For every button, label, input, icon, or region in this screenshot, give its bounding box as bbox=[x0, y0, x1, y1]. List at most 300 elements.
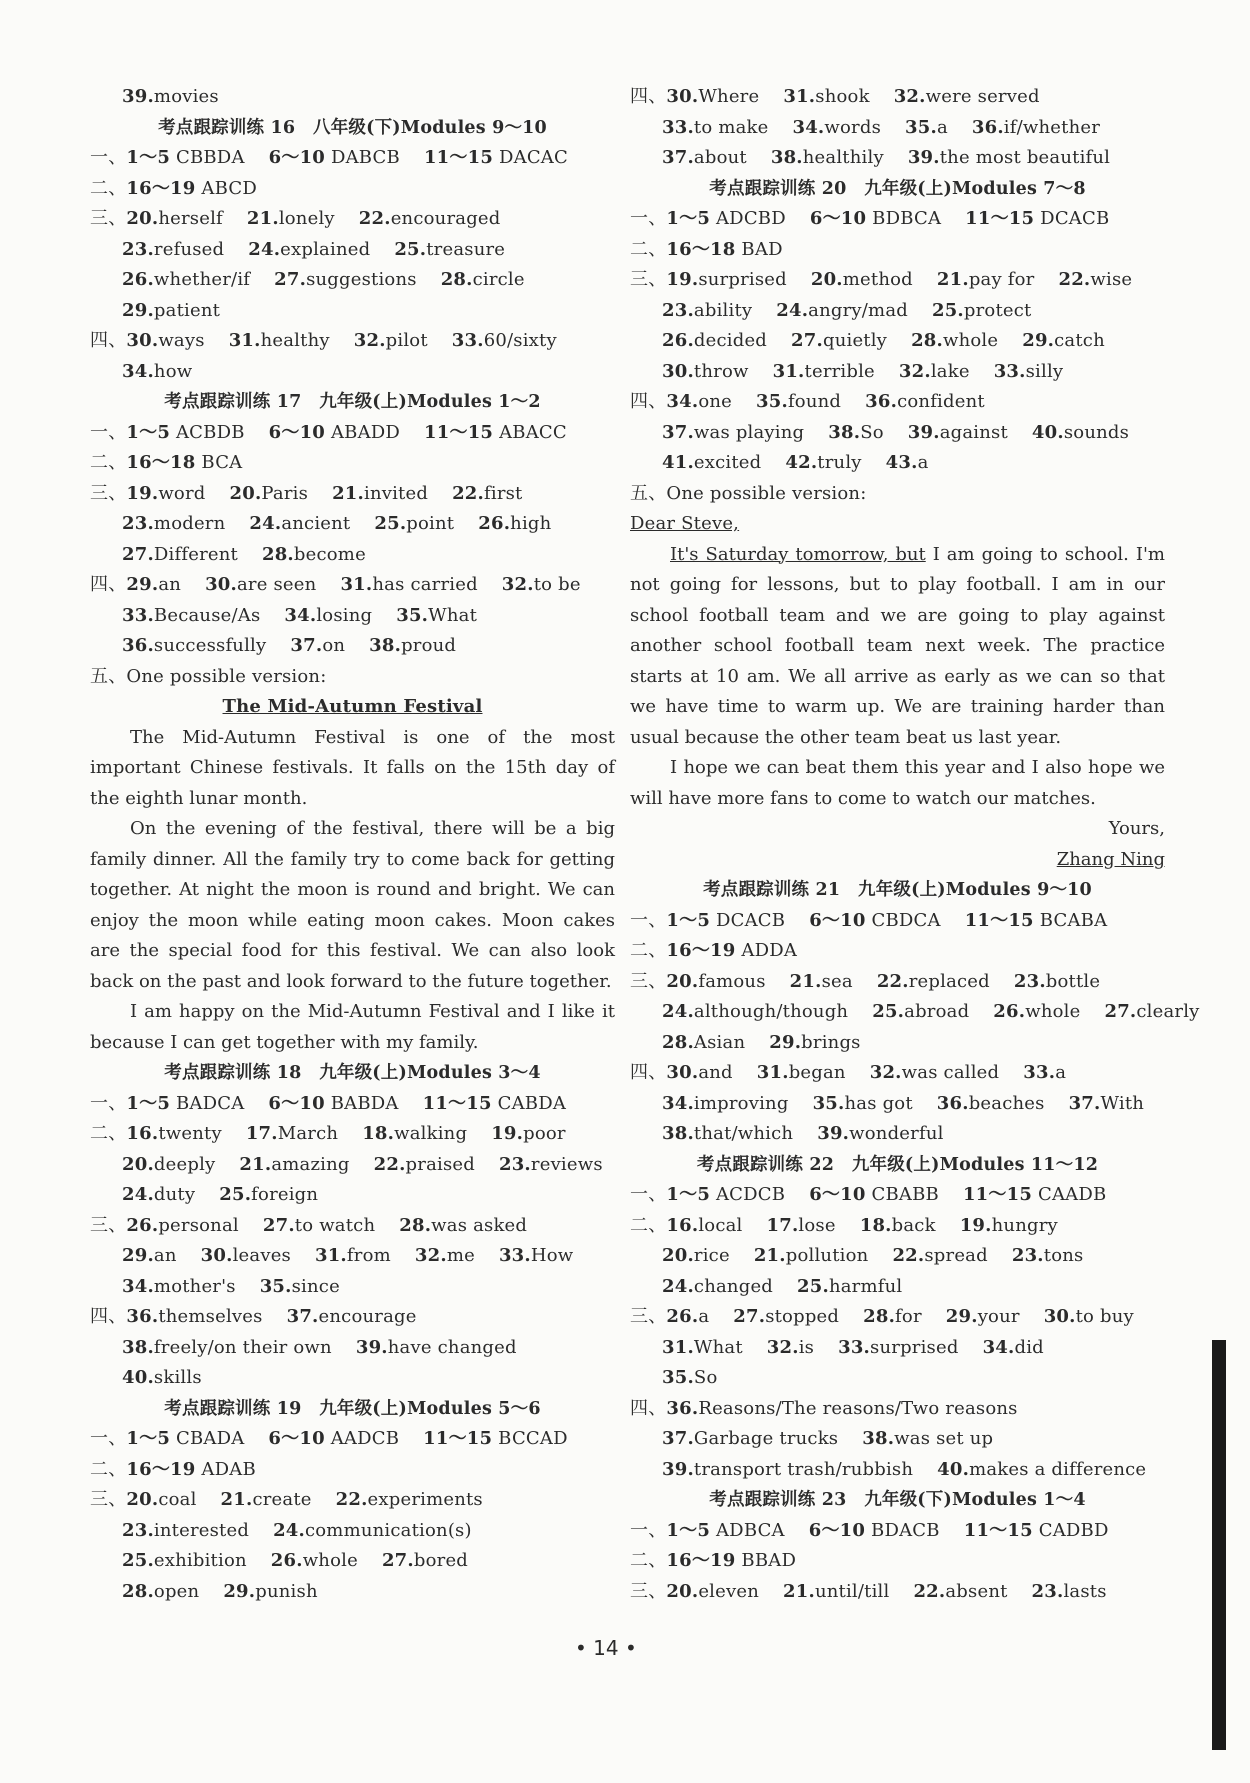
answer-item: 39.transport trash/rubbish bbox=[662, 1458, 914, 1480]
answer-line bbox=[630, 143, 1165, 174]
answer-item: 16～19 ABCD bbox=[126, 177, 258, 199]
answer-number: 29. bbox=[122, 1245, 154, 1266]
answer-line bbox=[630, 1211, 1165, 1242]
answer-item: 11～15 DACAC bbox=[423, 147, 568, 168]
answer-number: 31. bbox=[772, 360, 805, 382]
answer-number: 32. bbox=[869, 1062, 902, 1083]
answer-item: 19.surprised bbox=[666, 269, 787, 290]
answer-number: 34. bbox=[122, 1275, 154, 1297]
answer-item: 1～5 ACDCB bbox=[666, 1184, 786, 1205]
part-label: 二、 bbox=[90, 1123, 127, 1144]
answer-line bbox=[90, 1089, 615, 1120]
answer-number: 22. bbox=[373, 1153, 406, 1175]
answer-number: 37. bbox=[286, 1306, 319, 1327]
answer-number: 16～19 bbox=[126, 1458, 196, 1480]
answer-item: 25.treasure bbox=[394, 238, 506, 260]
answer-item: 21.sea bbox=[789, 970, 853, 992]
answer-item: 21.amazing bbox=[239, 1153, 350, 1175]
answer-number: 39. bbox=[662, 1458, 694, 1480]
answer-number: 28. bbox=[261, 543, 294, 565]
answer-number: 23. bbox=[498, 1153, 531, 1175]
answer-item: 28.Asian bbox=[662, 1031, 746, 1053]
section-heading: 考点跟踪训练 19 九年级(上)Modules 5～6 bbox=[164, 1398, 541, 1419]
answer-number: 36. bbox=[936, 1092, 969, 1114]
answer-number: 21. bbox=[783, 1580, 815, 1602]
section-heading: 考点跟踪训练 17 九年级(上)Modules 1～2 bbox=[164, 392, 541, 412]
answer-item: 20.herself bbox=[126, 208, 223, 229]
answer-item: 30.are seen bbox=[205, 574, 317, 595]
answer-item: 1～5 CBBDA bbox=[126, 147, 245, 168]
answer-line bbox=[630, 997, 1200, 1028]
answer-item: 6～10 DABCB bbox=[268, 147, 400, 168]
answer-number: 38. bbox=[369, 635, 402, 656]
answer-item: 21.create bbox=[220, 1489, 312, 1510]
part-label: 二、 bbox=[90, 177, 127, 199]
answer-number: 16～19 bbox=[126, 177, 196, 199]
answer-line bbox=[630, 418, 1165, 449]
part-label: 一、 bbox=[90, 421, 127, 443]
answer-number: 25. bbox=[374, 513, 407, 534]
answer-line bbox=[90, 1577, 615, 1608]
answer-item: 25.abroad bbox=[872, 1001, 970, 1022]
answer-item: 16～18 BAD bbox=[666, 238, 783, 260]
answer-number: 16. bbox=[126, 1123, 159, 1144]
answer-item: 24.although/though bbox=[662, 1001, 849, 1022]
answer-item: 18.walking bbox=[362, 1123, 468, 1144]
answer-number: 20. bbox=[229, 482, 262, 504]
answer-item: 22.absent bbox=[913, 1580, 1008, 1602]
answer-number: 33. bbox=[993, 360, 1026, 382]
answer-item: 23.interested bbox=[122, 1519, 250, 1541]
answer-item: 30.to buy bbox=[1043, 1306, 1134, 1327]
answer-number: 27. bbox=[122, 543, 154, 565]
part-label: 二、 bbox=[90, 1458, 127, 1480]
part-label: 一、 bbox=[90, 147, 127, 168]
answer-item: 22.wise bbox=[1058, 269, 1133, 290]
answer-number: 21. bbox=[789, 970, 822, 992]
part-label: 一、 bbox=[630, 208, 667, 229]
section-heading: 考点跟踪训练 23 九年级(下)Modules 1～4 bbox=[709, 1490, 1086, 1510]
answer-number: 32. bbox=[898, 360, 931, 382]
answer-item: 35.has got bbox=[812, 1092, 913, 1114]
answer-line bbox=[630, 936, 1165, 967]
answer-number: 26. bbox=[122, 269, 154, 290]
answer-number: 24. bbox=[662, 1001, 694, 1022]
answer-line bbox=[630, 906, 1165, 937]
answer-item: 34.one bbox=[666, 391, 733, 412]
answer-item: 1～5 CBADA bbox=[126, 1428, 245, 1449]
answer-number: 37. bbox=[662, 1428, 694, 1449]
answer-number: 19. bbox=[959, 1214, 992, 1236]
answer-number: 34. bbox=[982, 1336, 1015, 1358]
answer-number: 6～10 bbox=[268, 1428, 325, 1449]
answer-item: 29.brings bbox=[769, 1031, 861, 1053]
answer-item: 21.pollution bbox=[753, 1245, 869, 1266]
part-label: 二、 bbox=[630, 940, 667, 961]
answer-number: 33. bbox=[122, 604, 154, 626]
answer-line bbox=[630, 1058, 1165, 1089]
answer-number: 20. bbox=[810, 269, 843, 290]
answer-item: 19.poor bbox=[491, 1123, 566, 1144]
letter-salutation bbox=[630, 509, 1165, 540]
answer-number: 33. bbox=[451, 330, 484, 351]
answer-item: 36.beaches bbox=[936, 1092, 1045, 1114]
answer-line bbox=[90, 143, 615, 174]
answer-number: 20. bbox=[126, 208, 159, 229]
answer-item: 31.from bbox=[314, 1245, 391, 1266]
part-label: 二、 bbox=[90, 452, 127, 473]
answer-line bbox=[630, 1028, 1165, 1059]
answer-line bbox=[630, 1516, 1165, 1547]
answer-number: 23. bbox=[662, 299, 694, 321]
answer-number: 19. bbox=[126, 482, 159, 504]
answer-number: 1～5 bbox=[666, 1519, 711, 1541]
answer-item: 33.to make bbox=[662, 116, 769, 138]
answer-line bbox=[90, 662, 615, 693]
answer-line bbox=[90, 1546, 615, 1577]
answer-number: 27. bbox=[733, 1306, 766, 1327]
section-heading: 考点跟踪训练 18 九年级(上)Modules 3～4 bbox=[164, 1063, 541, 1083]
answer-item: 31.has carried bbox=[340, 574, 478, 595]
part-label: 三、 bbox=[630, 970, 667, 992]
answer-number: 23. bbox=[1013, 970, 1046, 992]
answer-item: 29.an bbox=[122, 1245, 177, 1266]
answer-item: 21.lonely bbox=[246, 208, 335, 229]
answer-number: 35. bbox=[905, 116, 937, 138]
answer-number: 28. bbox=[863, 1306, 896, 1327]
answer-number: 17. bbox=[766, 1214, 799, 1236]
answer-line bbox=[630, 448, 1165, 479]
answer-line bbox=[90, 235, 615, 266]
answer-item: 38.was set up bbox=[862, 1428, 994, 1449]
answer-item: 6～10 BABDA bbox=[268, 1092, 399, 1114]
section-heading: 考点跟踪训练 21 九年级(上)Modules 9～10 bbox=[703, 880, 1092, 900]
part-label: 二、 bbox=[630, 238, 667, 260]
part-label: 三、 bbox=[630, 1580, 667, 1602]
answer-item: 26.whether/if bbox=[122, 269, 251, 290]
answer-item: 37.With bbox=[1068, 1092, 1145, 1114]
answer-item: 28.was asked bbox=[399, 1214, 528, 1236]
answer-number: 34. bbox=[122, 360, 154, 382]
answer-line bbox=[630, 326, 1165, 357]
answer-number: 27. bbox=[381, 1550, 414, 1571]
answer-number: 43. bbox=[885, 452, 918, 473]
answer-item: 26.whole bbox=[993, 1001, 1081, 1022]
answer-item: 31.healthy bbox=[228, 330, 330, 351]
answer-number: 18. bbox=[362, 1123, 395, 1144]
answer-number: 26. bbox=[478, 513, 511, 534]
part-label: 四、 bbox=[630, 1397, 667, 1419]
answer-line bbox=[630, 1577, 1165, 1608]
answer-item: 6～10 CBABB bbox=[809, 1184, 939, 1205]
answer-number: 38. bbox=[662, 1123, 694, 1144]
answer-number: 26. bbox=[126, 1214, 159, 1236]
answer-item: 25.harmful bbox=[797, 1275, 903, 1297]
answer-item: 37.Garbage trucks bbox=[662, 1428, 839, 1449]
answer-item: 11～15 ABACC bbox=[424, 421, 567, 443]
answer-item: 29.an bbox=[126, 574, 182, 595]
answer-item: 39.wonderful bbox=[817, 1123, 944, 1144]
answer-item: 31.shook bbox=[783, 86, 870, 107]
answer-item: 6～10 ABADD bbox=[268, 421, 401, 443]
answer-number: 37. bbox=[662, 147, 694, 168]
essay-paragraph bbox=[90, 814, 615, 997]
answer-line bbox=[630, 1089, 1165, 1120]
answer-line bbox=[630, 1302, 1165, 1333]
answer-item: 6～10 BDBCA bbox=[809, 208, 942, 229]
answer-item: 11～15 BCCAD bbox=[423, 1428, 568, 1449]
answer-line bbox=[630, 1333, 1165, 1364]
answer-number: 19. bbox=[491, 1123, 524, 1144]
answer-item: 40.sounds bbox=[1031, 421, 1130, 443]
answer-item: 32.me bbox=[414, 1245, 475, 1266]
answer-number: 32. bbox=[766, 1336, 799, 1358]
answer-number: 11～15 bbox=[963, 1519, 1033, 1541]
answer-number: 11～15 bbox=[423, 147, 494, 168]
answer-item: 24.ancient bbox=[249, 513, 351, 534]
answer-number: 20. bbox=[666, 970, 699, 992]
answer-item: 28.whole bbox=[911, 330, 999, 351]
answer-item: 37.on bbox=[290, 635, 346, 656]
answer-item: 39.against bbox=[907, 421, 1008, 443]
answer-number: 33. bbox=[498, 1245, 531, 1266]
answer-number: 32. bbox=[353, 330, 386, 351]
signoff-text: Yours, bbox=[1108, 818, 1165, 839]
part-label: 五、 bbox=[90, 665, 127, 687]
answer-line bbox=[90, 1363, 615, 1394]
answer-item: 34.how bbox=[122, 360, 193, 382]
answer-line bbox=[630, 296, 1165, 327]
answer-item: 21.until/till bbox=[783, 1580, 890, 1602]
answer-number: 36. bbox=[865, 391, 898, 412]
answer-item: 6～10 CBDCA bbox=[809, 909, 941, 931]
answer-line bbox=[90, 509, 615, 540]
answer-number: 25. bbox=[797, 1275, 829, 1297]
answer-line bbox=[630, 357, 1165, 388]
answer-number: 30. bbox=[666, 1062, 699, 1083]
answer-item: 11～15 CADBD bbox=[963, 1519, 1109, 1541]
answer-number: 35. bbox=[259, 1275, 292, 1297]
answer-item: 35.What bbox=[396, 604, 478, 626]
answer-number: 28. bbox=[911, 330, 943, 351]
answer-number: 31. bbox=[340, 574, 373, 595]
answer-item: 11～15 CABDA bbox=[422, 1092, 567, 1114]
answer-item: 17.March bbox=[245, 1123, 339, 1144]
answer-number: 23. bbox=[122, 1519, 154, 1541]
answer-item: 40.makes a difference bbox=[937, 1458, 1147, 1480]
answer-line bbox=[90, 296, 615, 327]
answer-number: 11～15 bbox=[422, 1092, 492, 1114]
answer-item: 20.Paris bbox=[229, 482, 309, 504]
answer-item: 20.coal bbox=[126, 1489, 197, 1510]
answer-number: 6～10 bbox=[809, 208, 867, 229]
answer-item: 1～5 DCACB bbox=[666, 909, 786, 931]
part-label: 一、 bbox=[630, 1519, 667, 1541]
answer-item: 16.local bbox=[666, 1214, 743, 1236]
salutation-text: Dear Steve, bbox=[630, 513, 740, 534]
answer-number: 1～5 bbox=[666, 1184, 711, 1205]
answer-item: 23.lasts bbox=[1031, 1580, 1107, 1602]
answer-item: 38.freely/on their own bbox=[122, 1336, 332, 1358]
answer-item: 16.twenty bbox=[126, 1123, 222, 1144]
answer-item: 1～5 ADCBD bbox=[666, 208, 786, 229]
part-label: 四、 bbox=[90, 330, 127, 351]
answer-line bbox=[90, 418, 615, 449]
answer-item: 24.duty bbox=[122, 1184, 196, 1205]
letter-signoff bbox=[630, 845, 1165, 876]
answer-item: 35.a bbox=[905, 116, 948, 138]
answer-line bbox=[90, 540, 615, 571]
answer-item: 29.punish bbox=[223, 1580, 318, 1602]
answer-number: 34. bbox=[662, 1092, 694, 1114]
answer-item: 36.confident bbox=[865, 391, 985, 412]
part-label: 三、 bbox=[630, 269, 667, 290]
answer-number: 34. bbox=[284, 604, 317, 626]
answer-number: 30. bbox=[126, 330, 159, 351]
answer-number: 16～19 bbox=[666, 940, 736, 961]
answer-item: 6～10 BDACB bbox=[808, 1519, 940, 1541]
answer-number: 23. bbox=[122, 238, 154, 260]
answer-line bbox=[630, 1119, 1165, 1150]
answer-line bbox=[630, 387, 1165, 418]
answer-item: 35.since bbox=[259, 1275, 340, 1297]
answer-line bbox=[630, 1424, 1165, 1455]
answer-number: 27. bbox=[262, 1214, 295, 1236]
answer-line bbox=[630, 82, 1165, 113]
answer-number: 11～15 bbox=[424, 421, 494, 443]
answer-item: One possible version: bbox=[666, 482, 867, 504]
answer-number: 23. bbox=[1031, 1580, 1064, 1602]
answer-number: 25. bbox=[872, 1001, 905, 1022]
scan-edge-shadow bbox=[1212, 1340, 1226, 1750]
part-label: 一、 bbox=[630, 909, 667, 931]
answer-line bbox=[90, 1333, 615, 1364]
answer-line bbox=[90, 1211, 615, 1242]
answer-number: 21. bbox=[220, 1489, 253, 1510]
essay-paragraph bbox=[630, 540, 1165, 754]
answer-item: 26.personal bbox=[126, 1214, 239, 1236]
answer-number: 22. bbox=[452, 482, 484, 504]
answer-item: 37.encourage bbox=[286, 1306, 417, 1327]
answer-item: 29.patient bbox=[122, 299, 221, 321]
answer-line bbox=[90, 1302, 615, 1333]
answer-number: 29. bbox=[122, 299, 154, 321]
answer-number: 40. bbox=[1031, 421, 1064, 443]
part-label: 一、 bbox=[90, 1092, 127, 1114]
answer-number: 39. bbox=[907, 147, 940, 168]
answer-number: 29. bbox=[769, 1031, 802, 1053]
section-heading: 考点跟踪训练 16 八年级(下)Modules 9～10 bbox=[158, 117, 547, 138]
answer-number: 6～10 bbox=[268, 147, 326, 168]
answer-item: 38.So bbox=[828, 421, 884, 443]
part-label: 三、 bbox=[630, 1306, 667, 1327]
answer-item: 20.rice bbox=[662, 1245, 730, 1266]
answer-number: 22. bbox=[358, 208, 391, 229]
answer-item: 32.to be bbox=[501, 574, 581, 595]
answer-line bbox=[630, 113, 1165, 144]
answer-number: 32. bbox=[414, 1245, 447, 1266]
answer-item: 27.quietly bbox=[791, 330, 888, 351]
answer-number: 6～10 bbox=[809, 1184, 866, 1205]
answer-number: 24. bbox=[248, 238, 281, 260]
answer-number: 11～15 bbox=[964, 909, 1034, 931]
answer-item: 35.found bbox=[756, 391, 842, 412]
part-label: 一、 bbox=[90, 1428, 127, 1449]
answer-item: 33.a bbox=[1023, 1062, 1067, 1083]
answer-item: 23.modern bbox=[122, 513, 226, 534]
answer-number: 29. bbox=[223, 1580, 256, 1602]
answer-item: 23.refused bbox=[122, 238, 225, 260]
answer-number: 38. bbox=[770, 147, 803, 168]
answer-line bbox=[90, 204, 615, 235]
answer-item: 25.point bbox=[374, 513, 455, 534]
answer-item: 11～15 DCACB bbox=[965, 208, 1110, 229]
answer-number: 39. bbox=[817, 1123, 850, 1144]
answer-item: 29.your bbox=[945, 1306, 1020, 1327]
answer-item: 38.healthily bbox=[770, 147, 884, 168]
answer-item: 11～15 CAADB bbox=[962, 1184, 1107, 1205]
answer-number: 27. bbox=[1104, 1001, 1137, 1022]
answer-item: 22.praised bbox=[373, 1153, 475, 1175]
answer-item: 30.throw bbox=[662, 360, 749, 382]
answer-number: 31. bbox=[662, 1336, 694, 1358]
answer-item: 39.have changed bbox=[355, 1336, 517, 1358]
answer-item: 30.Where bbox=[666, 86, 760, 107]
answer-number: 36. bbox=[122, 635, 154, 656]
answer-line bbox=[90, 479, 615, 510]
answer-item: 34.words bbox=[792, 116, 882, 138]
answer-number: 29. bbox=[126, 574, 159, 595]
answer-number: 26. bbox=[666, 1306, 699, 1327]
answer-number: 29. bbox=[1022, 330, 1055, 351]
answer-number: 28. bbox=[399, 1214, 432, 1236]
answer-item: 6～10 AADCB bbox=[268, 1428, 400, 1449]
letter-signoff bbox=[630, 814, 1165, 845]
answer-number: 27. bbox=[274, 269, 307, 290]
answer-number: 26. bbox=[270, 1550, 303, 1571]
answer-number: 26. bbox=[662, 330, 694, 351]
answer-number: 11～15 bbox=[423, 1428, 493, 1449]
answer-line bbox=[630, 1363, 1165, 1394]
part-label: 四、 bbox=[630, 391, 667, 412]
answer-number: 25. bbox=[219, 1184, 252, 1205]
answer-number: 22. bbox=[876, 970, 909, 992]
answer-item: 23.bottle bbox=[1013, 970, 1101, 992]
answer-item: 32.were served bbox=[893, 86, 1040, 107]
answer-number: 31. bbox=[783, 86, 816, 107]
answer-line bbox=[630, 1272, 1165, 1303]
part-label: 四、 bbox=[630, 86, 667, 107]
paragraph-text: It's Saturday tomorrow, but I am going to school. I'm not going for lessons, but to play football. I am in our school football team and we are going to play against another school football team next week. The practice starts at 10 am. We all arrive as early as we can so that we have time to warm up. We are training harder than usual because the other team beat us last year. bbox=[630, 543, 1165, 748]
answer-item: 21.invited bbox=[332, 482, 429, 504]
answer-number: 27. bbox=[791, 330, 823, 351]
answer-number: 36. bbox=[126, 1306, 159, 1327]
answer-item: 43.a bbox=[885, 452, 929, 473]
answer-item: 36.successfully bbox=[122, 635, 267, 656]
answer-item: 33.silly bbox=[993, 360, 1064, 382]
part-label: 四、 bbox=[90, 574, 127, 595]
answer-item: 34.improving bbox=[662, 1092, 789, 1114]
answer-number: 19. bbox=[666, 269, 699, 290]
part-label: 三、 bbox=[90, 1214, 127, 1236]
answer-item: 33.60/sixty bbox=[451, 330, 557, 351]
answer-number: 30. bbox=[666, 86, 699, 107]
paragraph-text: On the evening of the festival, there will be a big family dinner. All the family try to come back for getting together. At night the moon is round and bright. We can enjoy the moon while eating moon cakes. Moon cakes are the special food for this festival. We can also look back on the past and look forward to the future together. bbox=[90, 818, 615, 992]
part-label: 一、 bbox=[630, 1184, 667, 1205]
answer-item: 26.whole bbox=[270, 1550, 358, 1571]
essay-paragraph bbox=[90, 723, 615, 815]
answer-number: 18. bbox=[859, 1214, 892, 1236]
